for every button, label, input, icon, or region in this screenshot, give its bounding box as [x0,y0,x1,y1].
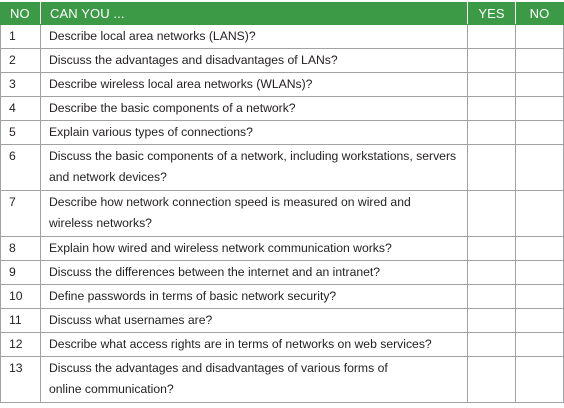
question-text: Discuss the advantages and disadvantages of LANs? [49,53,338,67]
question-cell [41,121,468,145]
header-question: CAN YOU ... [41,3,468,25]
row-number: 9 [1,261,41,285]
table-row [1,121,564,145]
question-cell [41,145,468,191]
question-text: Describe wireless local area networks (WLANs)? [49,77,313,91]
no-checkbox-cell[interactable] [516,261,564,285]
table-row [1,145,564,191]
question-text: online communication? [49,382,174,396]
question-text: wireless networks? [49,216,152,230]
header-no: NO [516,3,564,25]
table-row [1,237,564,261]
no-checkbox-cell[interactable] [516,121,564,145]
table-row [1,25,564,49]
question-text: Discuss the basic components of a network, including workstations, servers [49,149,457,163]
yes-checkbox-cell[interactable] [468,145,516,191]
table-row [1,73,564,97]
row-number: 7 [1,191,41,237]
table-row [1,333,564,357]
question-text: and network devices? [49,170,167,184]
yes-checkbox-cell[interactable] [468,73,516,97]
question-text: Define passwords in terms of basic network security? [49,289,337,303]
row-number: 13 [1,357,41,403]
row-number: 1 [1,25,41,49]
question-text: Discuss the differences between the internet and an intranet? [49,265,381,279]
header-number: NO [1,3,41,25]
question-text: Describe how network connection speed is measured on wired and [49,195,411,209]
no-checkbox-cell[interactable] [516,49,564,73]
question-text: Describe what access rights are in terms of networks on web services? [49,337,432,351]
question-cell [41,357,468,403]
table-row [1,309,564,333]
question-text: Explain various types of connections? [49,125,253,139]
no-checkbox-cell[interactable] [516,145,564,191]
row-number: 11 [1,309,41,333]
row-number: 6 [1,145,41,191]
question-cell [41,285,468,309]
question-text: Describe local area networks (LANS)? [49,29,256,43]
table-row [1,49,564,73]
table-body [1,25,564,403]
yes-checkbox-cell[interactable] [468,285,516,309]
question-text: Explain how wired and wireless network communication works? [49,241,392,255]
yes-checkbox-cell[interactable] [468,191,516,237]
no-checkbox-cell[interactable] [516,97,564,121]
header-row [1,3,564,25]
question-cell [41,333,468,357]
question-text: Describe the basic components of a network? [49,101,296,115]
question-cell [41,25,468,49]
table-row [1,261,564,285]
question-text: Discuss what usernames are? [49,313,213,327]
yes-checkbox-cell[interactable] [468,261,516,285]
table-row [1,357,564,403]
no-checkbox-cell[interactable] [516,333,564,357]
self-assessment-table [0,2,564,403]
table-row [1,191,564,237]
row-number: 12 [1,333,41,357]
yes-checkbox-cell[interactable] [468,309,516,333]
yes-checkbox-cell[interactable] [468,121,516,145]
no-checkbox-cell[interactable] [516,191,564,237]
question-cell [41,97,468,121]
no-checkbox-cell[interactable] [516,285,564,309]
question-cell [41,49,468,73]
yes-checkbox-cell[interactable] [468,237,516,261]
question-cell [41,309,468,333]
question-cell [41,261,468,285]
yes-checkbox-cell[interactable] [468,49,516,73]
row-number: 4 [1,97,41,121]
table-row [1,97,564,121]
yes-checkbox-cell[interactable] [468,333,516,357]
question-text: Discuss the advantages and disadvantages of various forms of [49,361,388,375]
yes-checkbox-cell[interactable] [468,25,516,49]
row-number: 3 [1,73,41,97]
row-number: 5 [1,121,41,145]
question-cell [41,191,468,237]
table-row [1,285,564,309]
question-cell [41,237,468,261]
row-number: 10 [1,285,41,309]
row-number: 2 [1,49,41,73]
header-yes: YES [468,3,516,25]
row-number: 8 [1,237,41,261]
no-checkbox-cell[interactable] [516,73,564,97]
no-checkbox-cell[interactable] [516,237,564,261]
no-checkbox-cell[interactable] [516,25,564,49]
yes-checkbox-cell[interactable] [468,357,516,403]
no-checkbox-cell[interactable] [516,357,564,403]
no-checkbox-cell[interactable] [516,309,564,333]
yes-checkbox-cell[interactable] [468,97,516,121]
question-cell [41,73,468,97]
